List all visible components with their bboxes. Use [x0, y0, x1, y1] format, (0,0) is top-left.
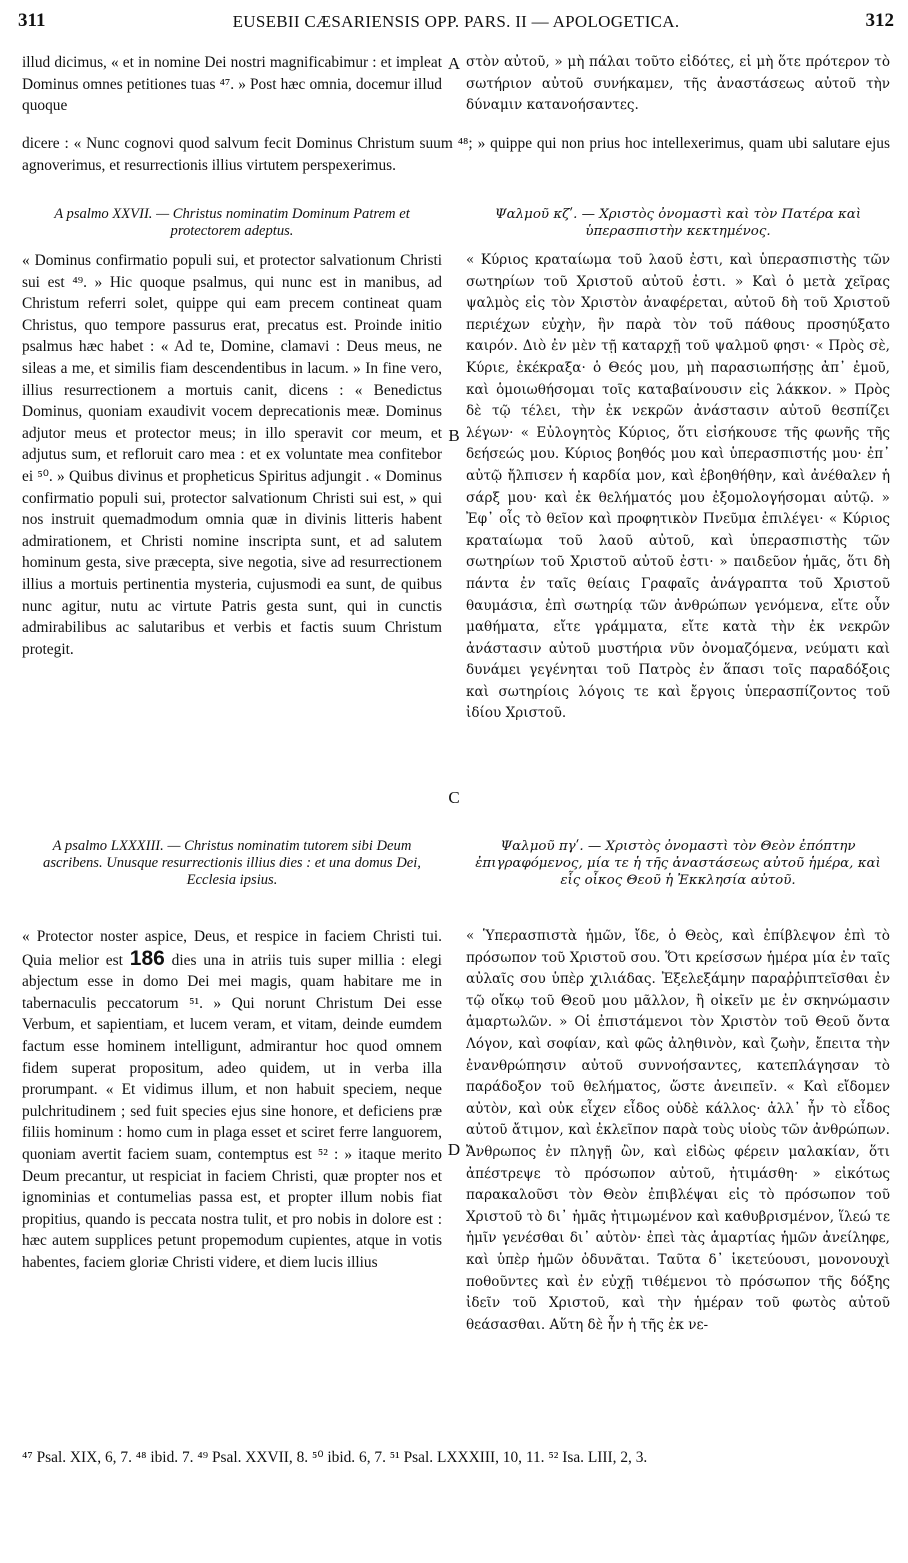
section1-heading-latin-text: A psalmo XXVII. — Christus nominatim Dominum Patrem et protectorem adeptus. — [54, 206, 410, 239]
intro-latin-text: illud dicimus, « et in nomine Dei nostri magnificabimur : et impleat Dominus omnes petitiones tuas ⁴⁷. » Post hæc omnia, docemur illud quoque — [22, 54, 442, 115]
section2-heading-latin-text: A psalmo LXXXIII. — Christus nominatim tutorem sibi Deum ascribens. Unusque resurrectionis illius dies : et una domus Dei, Ecclesia ipsius. — [43, 838, 421, 888]
intro-continuation — [22, 118, 890, 200]
footnotes: ⁴⁷ Psal. XIX, 6, 7. ⁴⁸ ibid. 7. ⁴⁹ Psal. XXVII, 8. ⁵⁰ ibid. 6, 7. ⁵¹ Psal. LXXXIII, 10, 11. ⁵² Isa. LIII, 2, 3. — [22, 1449, 648, 1466]
margin-page-number: 186 — [129, 946, 165, 970]
intro-greek — [466, 52, 890, 118]
section1-latin-column — [22, 250, 442, 830]
running-title: EUSEBII CÆSARIENSIS OPP. PARS. II — APOLOGETICA. — [232, 12, 680, 31]
section2-latin-column — [22, 926, 442, 1442]
intro-continuation-text: dicere : « Nunc cognovi quod salvum fecit Dominus Christum suum ⁴⁸; » quippe qui non prius hoc intellexerimus, quam ubi salutare ejus agnoverimus, et resurrectionis illius virtutem perspexerimus. — [22, 135, 890, 174]
margin-marker-b: B — [448, 426, 460, 445]
section2-greek-text: « Ὑπερασπιστὰ ἡμῶν, ἴδε, ὁ Θεὸς, καὶ ἐπίβλεψον ἐπὶ τὸ πρόσωπον τοῦ Χριστοῦ σου. Ὅτι κρείσσων ἡμέρα μία ἐν ταῖς αὐλαῖς σου ὑπὲρ χιλιάδας. Ἐξελεξάμην παραῤῥιπτεῖσθαι ἐν τῷ οἴκῳ τοῦ Θεοῦ μου μᾶλλον, ἢ οἰκεῖν με ἐν σκηνώμασιν ἁμαρτωλῶν. » Οἱ ἐπιστάμενοι τὸν Χριστὸν τοῦ Θεοῦ ὄντα Λόγον, καὶ σοφίαν, καὶ φῶς ἀληθινὸν, καὶ ζωὴν, ἔπειτα τὴν ἐνανθρώπησιν αὐτοῦ συννοήσαντες, κατεπλάγησαν τὸ παράδοξον τοῦ θελήματος, ὥστε ἀνειπεῖν. « Καὶ εἴδομεν αὐτὸν, καὶ οὐκ εἶχεν εἶδος οὐδὲ κάλλος· ἀλλ᾽ ἦν τὸ εἶδος αὐτοῦ ἄτιμον, καὶ ἐκλεῖπον παρὰ τοὺς υἱοὺς τῶν ἀνθρώπων. Ἄνθρωπος ἐν πληγῇ ὢν, καὶ εἰδὼς φέρειν μαλακίαν, ὅτι ἀπέστρεψε τὸ πρόσωπον αὐτοῦ, ἠτιμάσθη· » εἰκότως παρακαλοῦσι τὸν Θεὸν ἐπιβλέψαι εἰς τὸ πρόσωπον τοῦ Χριστοῦ τὸ δι᾽ ἡμᾶς ἠτιμωμένον καὶ καθυβρισμένον, ἵλεώ τε ἡμῖν γενέσθαι δι᾽ αὐτὸν· ἐπεὶ τὰς ἁμαρτίας ἡμῶν ἀνείληφε, καὶ ὑπὲρ ἡμῶν ὀδυνᾶται. Ταῦτα δ᾽ ἱκετεύουσι, μονονουχὶ ποθοῦντες καὶ ἐν εὐχῇ τιθέμενοι τὸ πρόσωπον τῆς δόξης ἰδεῖν τοῦ Χριστοῦ, καὶ τὴν ἡμέραν τοῦ φωτὸς αὐτοῦ θεάσασθαι. Αὕτη δὲ ἦν ἡ τῆς ἐκ νε- — [466, 928, 890, 1333]
section2-latin-paragraph — [22, 926, 442, 1274]
margin-marker-a: A — [447, 54, 461, 73]
section2-heading-greek — [466, 838, 890, 889]
margin-marker-d: D — [447, 1140, 461, 1159]
section2-heading-greek-text: Ψαλμοῦ πγʹ. — Χριστὸς ὀνομαστὶ τὸν Θεὸν ἐπόπτην ἐπιγραφόμενος, μία τε ἡ τῆς ἀναστάσεως αὐτοῦ ἡμέρα, καὶ εἷς οἶκος Θεοῦ ἡ Ἐκκλησία αὐτοῦ. — [475, 839, 881, 888]
intro-latin — [22, 52, 442, 118]
section1-latin-text: « Dominus confirmatio populi sui, et protector salvationum Christi sui est ⁴⁹. » Hic quoque psalmus, qui nunc est in manibus, ad Christum referri solet, quippe qui eam precem contineat quam Christus, quo tempore passurus erat, precatus est. Proinde initio psalmus hæc habet : « Ad te, Domine, clamavi : Deus meus, ne sileas a me, et similis fiam descendentibus in lacum. » In fine vero, illius resurrectionem a mortuis canit, dicens : « Benedictus Dominus, quoniam exaudivit vocem deprecationis meæ. Dominus adjutor meus et protector meus; in illo speravit cor meum, et adjutus sum, et refloruit caro mea : et ex voluntate mea confitebor ei ⁵⁰. » Quibus divinus et propheticus Spiritus adjungit . « Dominus confirmatio populi sui, protector salvationum Christi sui est, » qui nos instruit quemadmodum omnia quæ in divinis litteris habent admirationem, et Christi nomine inscripta sunt, et ad salutem hominum gesta, sive præcepta, sive negotia, sive ad resurrectionem illius a mortuis pertinentia mysteria, cujusmodi ea sunt, de quibus nunc agitur, nutu ac virtute Patris gesta sunt, qui in cunctis admirabilibus ac salutaribus et verbis et factis suum Christum protegit. — [22, 252, 442, 658]
page-number-left: 311 — [18, 10, 46, 31]
running-header — [18, 10, 894, 40]
intro-greek-text: στὸν αὐτοῦ, » μὴ πάλαι τοῦτο εἰδότες, εἰ μὴ ὅτε πρότερον τὸ σωτήριον αὐτοῦ συνήκαμεν, τῆς ἀναστάσεως αὐτοῦ τὴν δύναμιν κατανοήσαντες. — [466, 54, 890, 114]
section1-heading-greek — [466, 206, 890, 240]
section1-heading-greek-text: Ψαλμοῦ κζʹ. — Χριστὸς ὀνομαστὶ καὶ τὸν Πατέρα καὶ ὑπερασπιστὴν κεκτημένος. — [494, 207, 862, 239]
section2-greek-column — [466, 926, 890, 1442]
section1-greek-text: « Κύριος κραταίωμα τοῦ λαοῦ ἐστι, καὶ ὑπερασπιστὴς τῶν σωτηρίων τοῦ Χριστοῦ αὐτοῦ ἐστι. » Καὶ ὁ μετὰ χεῖρας ψαλμὸς εἰς τὸν Χριστὸν ἀναφέρεται, αὐτοῦ δὴ τοῦ Χριστοῦ περιέχων εὐχὴν, ἣν παρὰ τὸν τοῦ πάθους προσηύξατο καιρόν. Διὸ ἐν μὲν τῇ καταρχῇ τοῦ ψαλμοῦ φησι· « Πρὸς σὲ, Κύριε, ἐκέκραξα· ὁ Θεός μου, μὴ παρασιωπήσῃς ἀπ᾽ ἐμοῦ, καὶ ὁμοιωθήσομαι τοῖς καταβαίνουσιν εἰς λάκκον. » Πρὸς δὲ τῷ τέλει, τὴν ἐκ νεκρῶν ἀνάστασιν αὐτοῦ θεσπίζει λέγων· « Εὐλογητὸς Κύριος, ὅτι εἰσήκουσε τῆς φωνῆς τῆς δεήσεώς μου. Κύριος βοηθός μου καὶ ὑπερασπιστής μου· ἐπ᾽ αὐτῷ ἤλπισεν ἡ καρδία μον, καὶ ἐβοηθήθην, καὶ ἀνέθαλεν ἡ σάρξ μου· καὶ ἐκ θελήματός μου ἐξομολογήσομαι αὐτῷ. » Ἐφ᾽ οἷς τὸ θεῖον καὶ προφητικὸν Πνεῦμα ἐπιλέγει· « Κύριος κραταίωμα τοῦ λαοῦ αὐτοῦ, καὶ ὑπερασπιστὴς τῶν σωτηρίων τοῦ Χριστοῦ αὐτοῦ ἐστι· » παιδεῦον ἡμᾶς, ὅτι δὴ πάντα ἐν ταῖς θείαις Γραφαῖς ἀνάγραπτα τοῦ Χριστοῦ θαυμάσια, ἐπὶ σωτηρίᾳ τῶν ἀνθρώπων γενόμενα, εἴτε οὖν μαθήματα, εἴτε γράμματα, εἴτε κατὰ τὴν ἐκ νεκρῶν ἀνάστασιν αὐτοῦ μυστήρια νῦν ὀνομαζόμενα, νεύματι καὶ δυνάμει γεγένηται τοῦ Πατρὸς ἐν ἅπασι τοῖς παραδόξοις καὶ σωτηρίοις λόγοις τε καὶ ἔργοις ὑπερασπίζοντος τοῦ ἰδίου Χριστοῦ. — [466, 252, 890, 722]
section2-latin-text-after: dies una in atriis tuis super millia : elegi abjectum esse in domo Dei mei magis, quam habitare me in tabernaculis peccatorum ⁵¹. » Qui norunt Christum Dei esse Verbum, et sapientiam, et lucem veram, et vitam, deinde eumdem factum esse hominem intelligunt, admirantur hoc quod omnem fidem superat propositum, adeo quidem, ut in verba illa prorumpant. « Et vidimus illum, et non habuit speciem, neque pulchritudinem ; sed fuit species ejus sine honore, et deficiens præ filiis hominum : homo cum in plaga esset et sciret ferre languorem, quoniam avertit faciem suam, contemptus est ⁵² : » itaque merito Deum precantur, ut respiciat in faciem Christi, quæ propter nos et ignominias et contumelias passa est, et propter illum nobis fiat propitius, quando is peccata nostra tulit, et pro nobis in dolore est : hæc autem supplices petunt propemodum cupientes, atque in votis habentes, faciem gloriæ Christi videre, et diem lucis illius — [22, 951, 442, 1271]
section1-greek-column — [466, 250, 890, 830]
section2-latin-text-before: « Protector noster aspice, Deus, et respice in faciem Christi tui. Quia melior est — [22, 928, 442, 969]
section1-heading-latin — [22, 206, 442, 240]
section2-heading-latin — [22, 838, 442, 889]
page-number-right: 312 — [865, 10, 894, 31]
margin-marker-c: C — [448, 788, 460, 807]
